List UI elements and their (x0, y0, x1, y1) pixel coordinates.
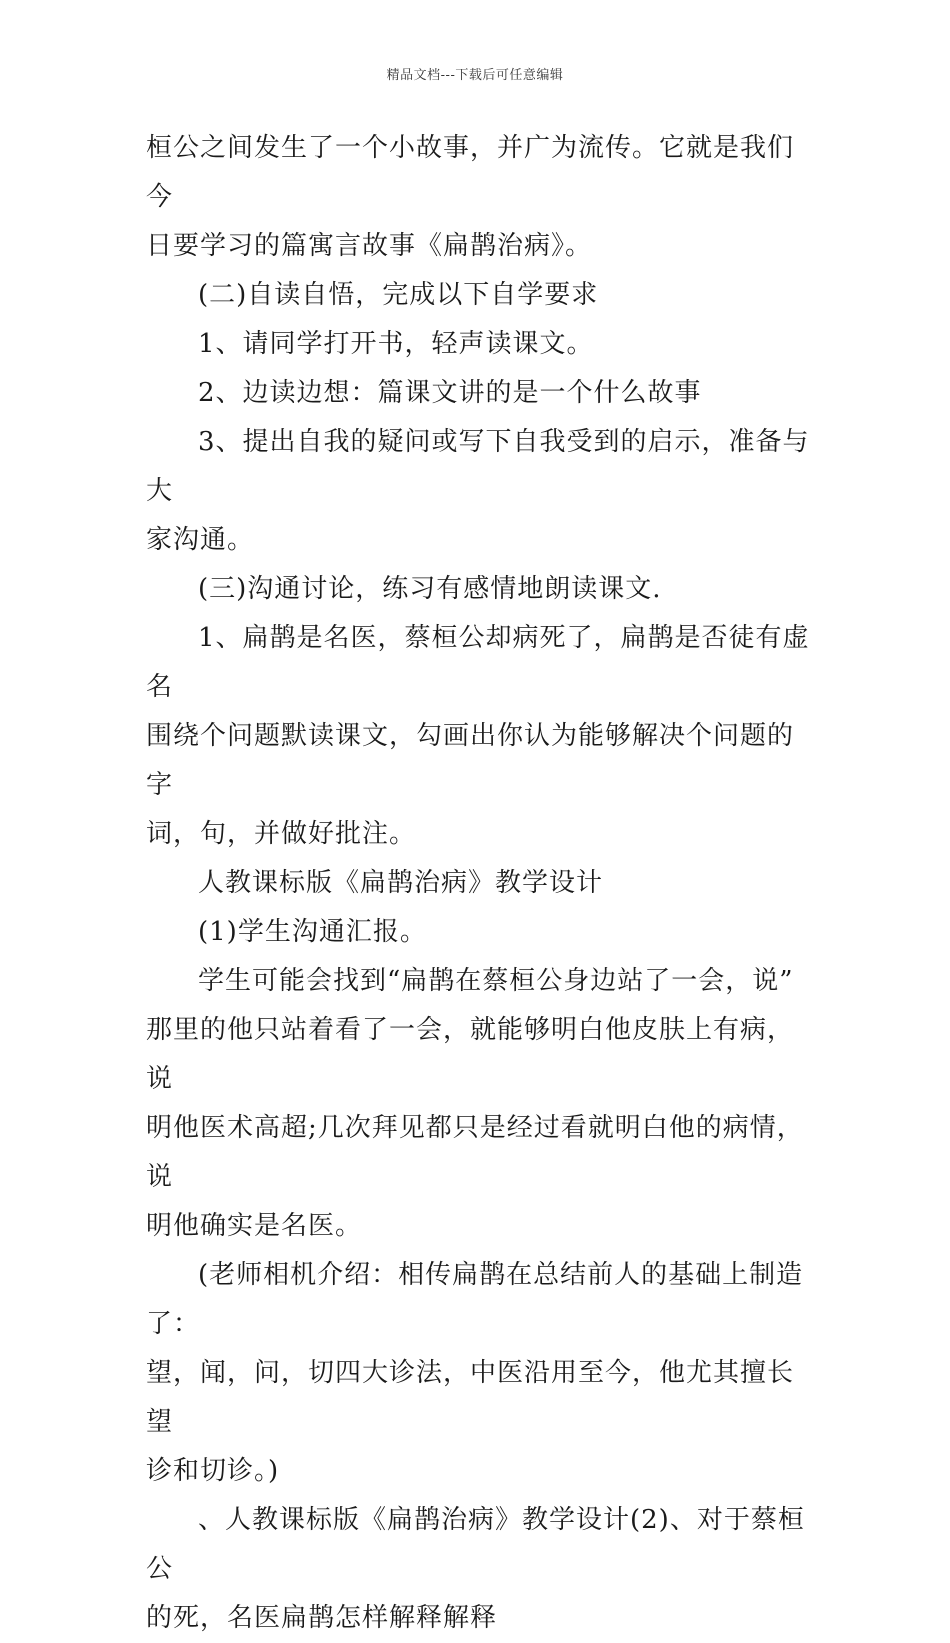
line: 围绕个问题默读课文，勾画出你认为能够解决个问题的字 (146, 721, 795, 800)
line: 那里的他只站着看了一会，就能够明白他皮肤上有病，说 (146, 1015, 795, 1094)
paragraph-1 (146, 124, 810, 271)
line: 明他确实是名医。 (146, 1211, 363, 1241)
line: 学生可能会找到“扁鹊在蔡桓公身边站了一会，说” (198, 966, 794, 996)
paragraph-6 (146, 565, 810, 614)
line: (二)自读自悟，完成以下自学要求 (198, 280, 599, 310)
line: 词，句，并做好批注。 (146, 819, 417, 849)
paragraph-7 (146, 614, 810, 859)
line: 3、提出自我的疑问或写下自我受到的启示，准备与大 (146, 427, 810, 506)
line: 望，闻，问，切四大诊法，中医沿用至今，他尤其擅长望 (146, 1358, 795, 1437)
line: (老师相机介绍：相传扁鹊在总结前人的基础上制造了： (146, 1260, 804, 1339)
line: 1、扁鹊是名医，蔡桓公却病死了，扁鹊是否徒有虚名 (146, 623, 810, 702)
line: 家沟通。 (146, 525, 255, 555)
paragraph-4 (146, 369, 810, 418)
line: 诊和切诊。) (146, 1456, 280, 1486)
line: 明他医术高超;几次拜见都只是经过看就明白他的病情，说 (146, 1113, 804, 1192)
line: 2、边读边想：篇课文讲的是一个什么故事 (198, 378, 702, 408)
document-body (146, 124, 810, 1643)
line: 日要学习的篇寓言故事《扁鹊治病》。 (146, 231, 593, 261)
line: 、人教课标版《扁鹊治病》教学设计(2)、对于蔡桓公 (146, 1505, 805, 1584)
line: (三)沟通讨论，练习有感情地朗读课文. (198, 574, 662, 604)
paragraph-10 (146, 957, 810, 1251)
line: 1、请同学打开书，轻声读课文。 (198, 329, 594, 359)
line: 人教课标版《扁鹊治病》教学设计 (198, 868, 604, 898)
paragraph-3 (146, 320, 810, 369)
paragraph-9 (146, 908, 810, 957)
paragraph-5 (146, 418, 810, 565)
page-header: 精品文档---下载后可任意编辑 (386, 68, 564, 83)
paragraph-11 (146, 1251, 810, 1496)
paragraph-2 (146, 271, 810, 320)
line: (1)学生沟通汇报。 (198, 917, 427, 947)
line: 桓公之间发生了一个小故事，并广为流传。它就是我们今 (146, 133, 795, 212)
paragraph-12 (146, 1496, 810, 1643)
line: 的死，名医扁鹊怎样解释解释 (146, 1603, 498, 1633)
paragraph-8 (146, 859, 810, 908)
